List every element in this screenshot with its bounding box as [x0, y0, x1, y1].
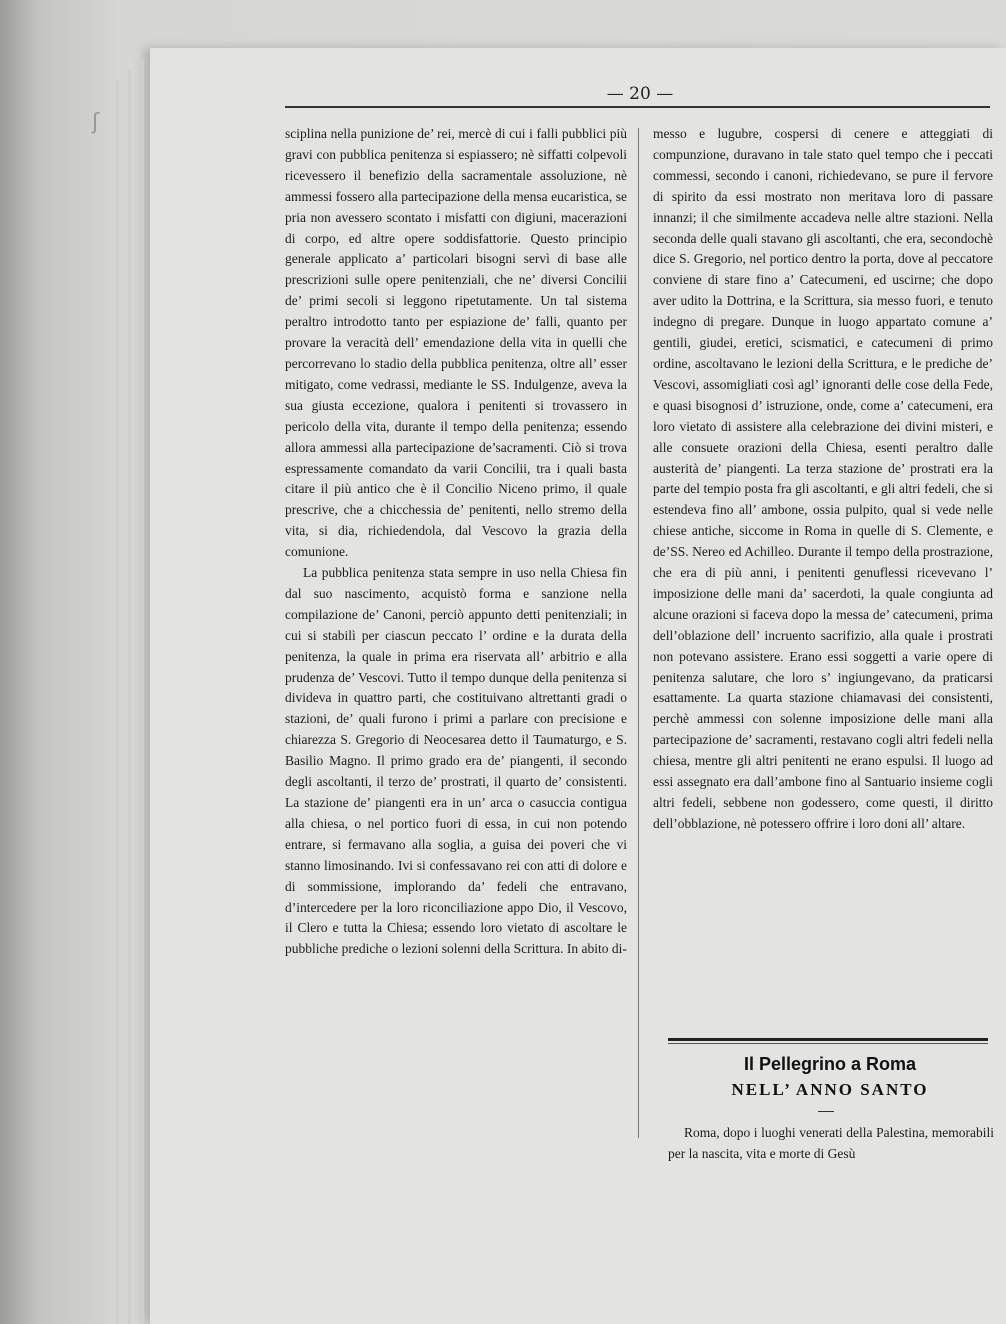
page-edge: [140, 60, 144, 1324]
article-body: Roma, dopo i luoghi venerati della Palestina, memorabili per la nascita, vita e morte di Gesù: [668, 1125, 994, 1161]
page-number: — 20 —: [606, 84, 674, 104]
left-column: [285, 124, 627, 1164]
page-edge: [116, 80, 119, 1324]
header-rule: [285, 106, 990, 108]
section-rule: [668, 1038, 988, 1041]
paragraph: La pubblica penitenza stata sempre in uso nella Chiesa fin dal suo nascimento, acquistò forma e sanzione nella compilazione de’ Canoni, perciò appunto detti penitenziali; in cui si stabilì per ciascun peccato l’ ordine e la durata della penitenza, la quale in prima era riservata all’ arbitrio e alla prudenza de’ Vescovi. Tutto il tempo dunque della penitenza si divideva in quattro parti, che costituivano altrettanti gradi o stazioni, de’ quali furono i primi a parlare con precisione e chiarezza S. Gregorio di Neocesarea detto il Taumaturgo, e S. Basilio Magno. Il primo grado era de’ piangenti, il secondo degli ascoltanti, il terzo de’ prostrati, il quarto de’ consistenti. La stazione de’ piangenti era in un’ arca o casuccia contigua alla chiesa, o nel portico fuori di essa, in cui non potendo entrare, si fermavano alla soglia, a guisa dei poveri che vi stanno limosinando. Ivi si confessavano rei con atti di dolore e di sommissione, implorando da’ fedeli che entravano, d’intercedere per la loro riconciliazione appo Dio, il Vescovo, il Clero e tutta la Chiesa; essendo loro vietato di ascoltare le pubbliche prediche o lezioni solenni della Scrittura. In abito di-: [285, 565, 627, 957]
paragraph: messo e lugubre, cospersi di cenere e atteggiati di compunzione, duravano in tale stato quel tempo che i peccati commessi, secondo i canoni, richiedevano, se pure il fervore di spirito da essi mostrato non meritava loro di passare innanzi; il che similmente accadeva nelle altre stazioni. Nella seconda delle quali stavano gli ascoltanti, che era, secondochè dice S. Gregorio, nel portico dentro la porta, dove al peccatore conviene di stare fino a’ Catecumeni, ed uscirne; che dopo aver udito la Dottrina, e la Scrittura, sia messo fuori, e tenuto indegno di pregare. Dunque in luogo appartato comune a’ gentili, giudei, eretici, scismatici, e catecumeni di primo ordine, ascoltavano le lezioni della Scrittura, e le prediche de’ Vescovi, assomigliati così agl’ ignoranti delle cose della Fede, e quasi bisognosi d’ istruzione, onde, come a’ catecumeni, era loro vietato di assistere alla celebrazione dei divini misteri, e alle consuete orazioni della Chiesa, esenti peraltro dalle austerità de’ piangenti. La terza stazione de’ prostrati era la parte del tempio posta fra gli ascoltanti, e gli altri fedeli, che si estendeva fino all’ ambone, ossia pulpito, qual si vede nelle chiese antiche, siccome in Roma in quelle di S. Clemente, e de’SS. Nereo ed Achilleo. Durante il tempo della prostrazione, che era di più anni, i penitenti genuflessi ricevevano l’ imposizione delle mani da’ sacerdoti, la quale congiunta ad alcune orazioni si faceva dopo la messa de’ catecumeni, prima dell’oblazione dell’ incruento sacrifizio, alla quale i prostrati non potevano assistere. Erano essi soggetti a varie opere di penitenza salutare, che loro s’ ingiungevano, da praticarsi esattamente. La quarta stazione chiamavasi dei consistenti, perchè ammessi con solenne imposizione delle mani alla partecipazione de’ sacramenti, restavano cogli altri fedeli nella chiesa, mentre gli altri penitenti ne erano espulsi. Il luogo ad essi assegnato era dall’ambone fino al Santuario insieme cogli altri fedeli, sebbene non godessero, come questi, il diritto dell’obblazione, nè potessero offrire i loro doni all’ altare.: [653, 126, 993, 831]
article-subtitle: NELL’ ANNO SANTO: [731, 1080, 929, 1099]
page-edge: [128, 70, 131, 1324]
title-dash: [818, 1111, 834, 1112]
article-title: Il Pellegrino a Roma: [743, 1054, 917, 1074]
column-divider: [638, 128, 639, 1138]
paragraph: sciplina nella punizione de’ rei, mercè di cui i falli pubblici più gravi con pubblica penitenza si espiassero; nè siffatti colpevoli ricevessero il benefizio della sacramentale assoluzione, nè ammessi fossero alla partecipazione della mensa eucaristica, se pria non avessero scontato i misfatti con digiuni, macerazioni di corpo, ed altre opere soddisfattorie. Questo principio generale applicato a’ particolari bisogni servì di base alle prescrizioni sulle opere penitenziali, che ne’ diversi Concilii de’ primi secoli si leggono ripetutamente. Un tal sistema peraltro introdotto tanto per espiazione de’ falli, quanto per provare la veracità dell’ emendazione della vita in quelli che percorrevano lo stadio della pubblica penitenza, oltre all’ esser mitigato, come vedrassi, mediante le SS. Indulgenze, aveva la sua giusta eccezione, qualora i penitenti si trovassero in pericolo della vita, durante il tempo della penitenza; essendo allora ammessi alla partecipazione de’sacramenti. Ciò si trova espressamente comandato da varii Concilii, tra i quali basta citare il più antico che è il Concilio Niceno primo, il quale prescrive, che a chicchessia de’ penitenti, nello stremo della vita, si dia, richiedendola, dal Vescovo la grazia della comunione.: [285, 126, 627, 560]
section-rule-thin: [668, 1043, 988, 1044]
pencil-mark: ʃ: [92, 110, 100, 135]
right-column: [653, 124, 993, 1024]
